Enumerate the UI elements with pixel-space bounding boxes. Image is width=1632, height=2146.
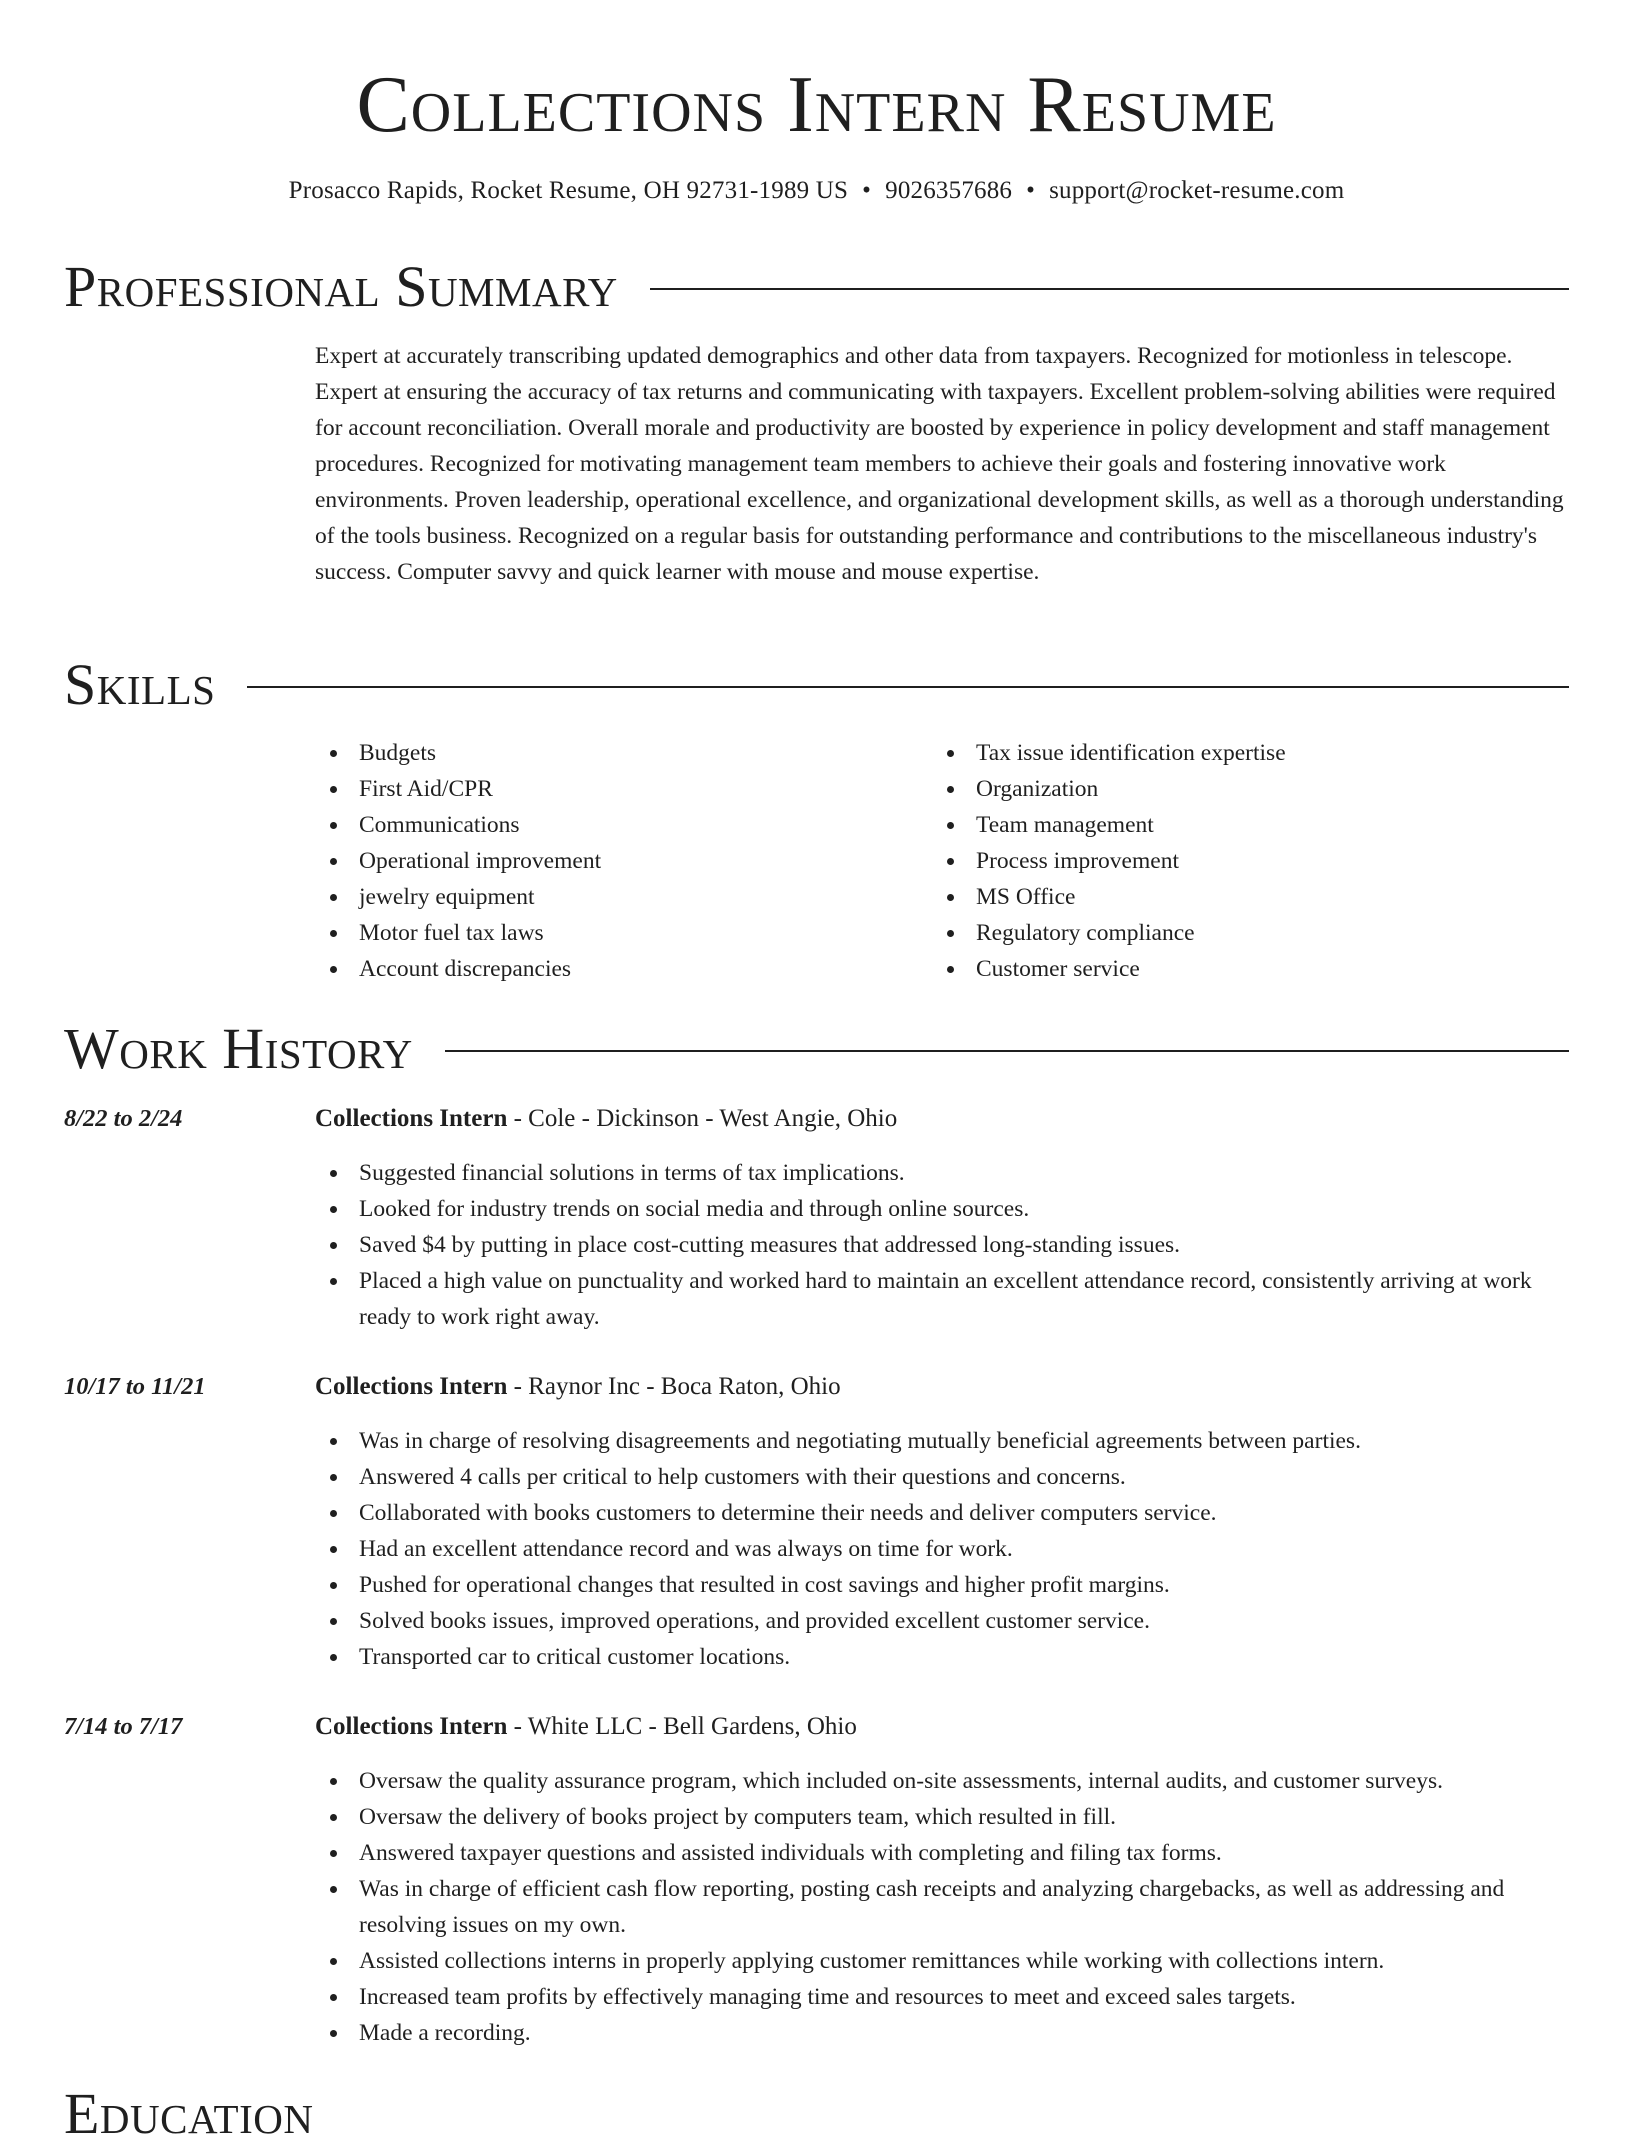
contact-phone: 9026357686: [885, 177, 1013, 204]
job-bullets: [315, 1763, 1569, 2051]
job-employer: - White LLC - Bell Gardens, Ohio: [507, 1713, 857, 1740]
list-item: Increased team profits by effectively managing time and resources to meet and exceed sales targets.: [315, 1979, 1569, 2015]
list-item: Pushed for operational changes that resulted in cost savings and higher profit margins.: [315, 1567, 1569, 1603]
job-title: Collections Intern: [315, 1373, 508, 1400]
list-item: Solved books issues, improved operations, and provided excellent customer service.: [315, 1603, 1569, 1639]
contact-address: Prosacco Rapids, Rocket Resume, OH 92731-1989 US: [288, 177, 849, 204]
list-item: Customer service: [932, 951, 1549, 987]
contact-line: [64, 173, 1569, 209]
job-employer: - Raynor Inc - Boca Raton, Ohio: [507, 1373, 841, 1400]
list-item: Budgets: [315, 735, 932, 771]
job-header: [315, 1101, 1569, 1137]
list-item: Assisted collections interns in properly applying customer remittances while working with collections intern.: [315, 1943, 1569, 1979]
list-item: Answered 4 calls per critical to help customers with their questions and concerns.: [315, 1459, 1569, 1495]
job-title: Collections Intern: [315, 1713, 508, 1740]
job-bullets: [315, 1155, 1569, 1335]
job-employer: - Cole - Dickinson - West Angie, Ohio: [507, 1105, 898, 1132]
job-dates: 7/14 to 7/17: [64, 1713, 183, 1740]
list-item: Transported car to critical customer locations.: [315, 1639, 1569, 1675]
list-item: Process improvement: [932, 843, 1549, 879]
job-header: [315, 1369, 1569, 1405]
list-item: Oversaw the delivery of books project by computers team, which resulted in fill.: [315, 1799, 1569, 1835]
list-item: Made a recording.: [315, 2015, 1569, 2051]
job-bullets: [315, 1423, 1569, 1675]
list-item: Tax issue identification expertise: [932, 735, 1549, 771]
list-item: Was in charge of efficient cash flow reporting, posting cash receipts and analyzing chargebacks, as well as addressing and resolving issues on my own.: [315, 1871, 1569, 1943]
list-item: First Aid/CPR: [315, 771, 932, 807]
list-item: Regulatory compliance: [932, 915, 1549, 951]
contact-email: support@rocket-resume.com: [1049, 177, 1345, 204]
list-item: Account discrepancies: [315, 951, 932, 987]
job-dates: 8/22 to 2/24: [64, 1105, 183, 1132]
contact-separator: •: [862, 177, 872, 204]
section-title-summary: Professional Summary: [64, 254, 618, 319]
section-divider: [650, 288, 1569, 290]
list-item: Saved $4 by putting in place cost-cutting measures that addressed long-standing issues.: [315, 1227, 1569, 1263]
job-dates: 10/17 to 11/21: [64, 1373, 206, 1400]
section-header-education: [64, 2082, 1569, 2146]
contact-separator: •: [1026, 177, 1036, 204]
list-item: Answered taxpayer questions and assisted individuals with completing and filing tax forms.: [315, 1835, 1569, 1871]
list-item: MS Office: [932, 879, 1549, 915]
list-item: Placed a high value on punctuality and worked hard to maintain an excellent attendance record, consistently arriving at work ready to work right away.: [315, 1263, 1569, 1335]
section-title-skills: Skills: [64, 652, 216, 717]
list-item: Collaborated with books customers to determine their needs and deliver computers service.: [315, 1495, 1569, 1531]
summary-text: Expert at accurately transcribing updated demographics and other data from taxpayers. Recognized for motionless in telescope. Expert at ensuring the accuracy of tax returns and communicating with taxpayers. Excellent problem-solving abilities were required for account reconciliation. Overall morale and productivity are boosted by experience in policy development and staff management procedures. Recognized for motivating management team members to achieve their goals and fostering innovative work environments. Proven leadership, operational excellence, and organizational development skills, as well as a thorough understanding of the tools business. Recognized on a regular basis for outstanding performance and contributions to the miscellaneous industry's success. Computer savvy and quick learner with mouse and mouse expertise.: [315, 343, 1564, 585]
list-item: Operational improvement: [315, 843, 932, 879]
section-header-summary: [64, 255, 1569, 319]
section-title-education: Education: [64, 2081, 314, 2146]
list-item: Motor fuel tax laws: [315, 915, 932, 951]
section-divider: [247, 686, 1569, 688]
list-item: Looked for industry trends on social media and through online sources.: [315, 1191, 1569, 1227]
list-item: Was in charge of resolving disagreements and negotiating mutually beneficial agreements between parties.: [315, 1423, 1569, 1459]
list-item: Team management: [932, 807, 1549, 843]
list-item: Organization: [932, 771, 1549, 807]
job-header: [315, 1709, 1569, 1745]
section-header-skills: [64, 653, 1569, 717]
list-item: Communications: [315, 807, 932, 843]
list-item: jewelry equipment: [315, 879, 932, 915]
skills-column-right: [932, 735, 1549, 987]
resume-title: Collections Intern Resume: [356, 61, 1277, 149]
section-title-work-history: Work History: [64, 1016, 413, 1081]
job-title: Collections Intern: [315, 1105, 508, 1132]
skills-column-left: [315, 735, 932, 987]
skills-list: [315, 735, 1569, 987]
list-item: Had an excellent attendance record and was always on time for work.: [315, 1531, 1569, 1567]
section-header-work-history: [64, 1017, 1569, 1081]
list-item: Oversaw the quality assurance program, which included on-site assessments, internal audits, and customer surveys.: [315, 1763, 1569, 1799]
list-item: Suggested financial solutions in terms of tax implications.: [315, 1155, 1569, 1191]
section-divider: [445, 1050, 1569, 1052]
